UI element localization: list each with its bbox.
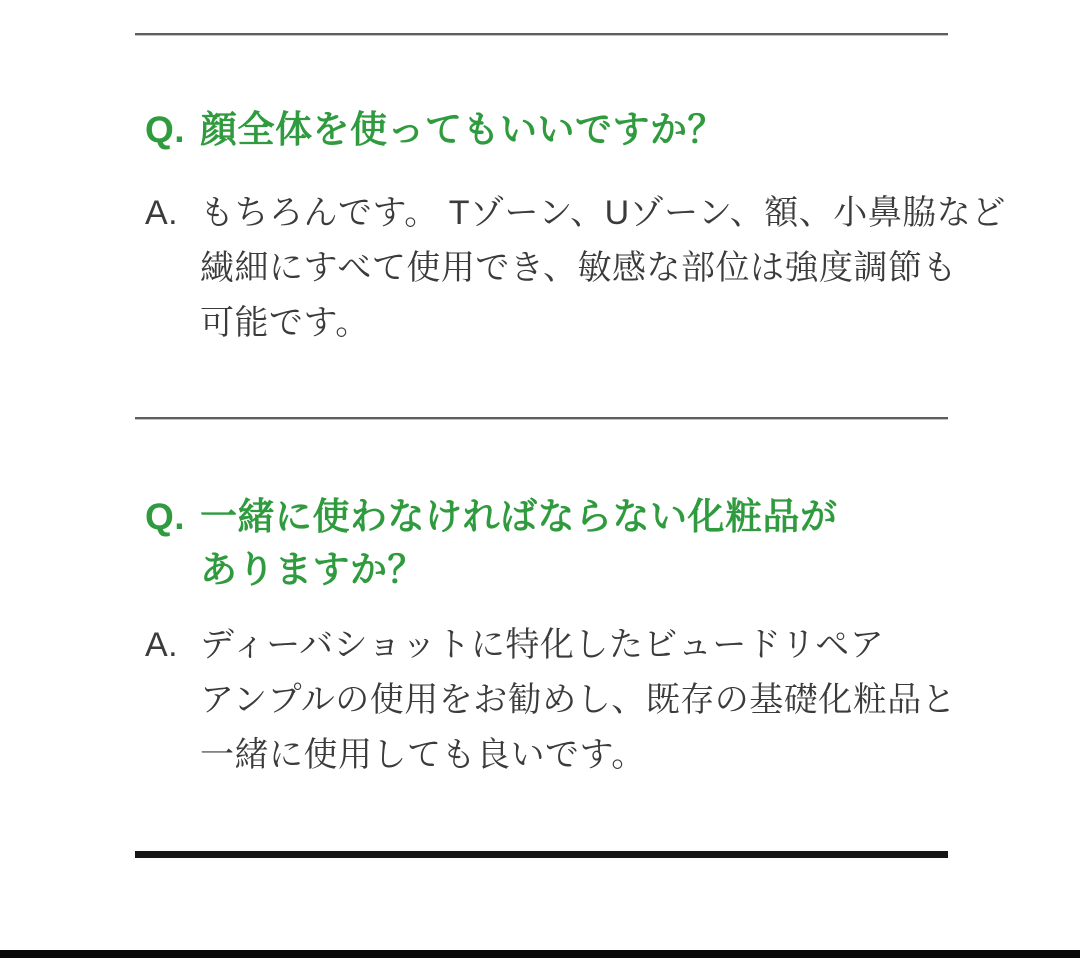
answer-1-row	[145, 186, 1006, 351]
question-1-line-1: 顔全体を使ってもいいですか？	[200, 109, 725, 150]
question-2-line-2: ありますか？	[200, 549, 425, 590]
question-2-label: Q.	[145, 496, 186, 537]
answer-2-line-2: アンプルの使用をお勧めし、既存の基礎化粧品と	[200, 681, 957, 719]
answer-2-label: A.	[145, 626, 179, 664]
answer-1-line-1: もちろんです。 Tゾーン、Uゾーン、額、小鼻脇など	[200, 194, 1006, 232]
top-divider	[135, 33, 948, 35]
question-2-text	[200, 490, 838, 596]
middle-divider	[135, 417, 948, 419]
question-2-row	[145, 490, 838, 596]
question-1-row	[145, 103, 725, 156]
bottom-edge-bar	[0, 950, 1080, 958]
bottom-thick-rule	[135, 851, 948, 858]
question-1-label: Q.	[145, 109, 186, 150]
answer-2-line-3: 一緒に使用しても良いです。	[200, 736, 646, 774]
answer-2-text	[200, 618, 956, 783]
answer-1-label: A.	[145, 194, 179, 232]
question-2-line-1: 一緒に使わなければならない化粧品が	[200, 496, 838, 537]
answer-1-text	[200, 186, 1006, 351]
answer-1-line-2: 繊細にすべて使用でき、敏感な部位は強度調節も	[200, 249, 957, 287]
answer-1-line-3: 可能です。	[200, 304, 370, 342]
answer-2-row	[145, 618, 956, 783]
answer-2-line-1: ディーバショットに特化したビュードリペア	[200, 626, 885, 664]
question-1-text	[200, 103, 725, 156]
